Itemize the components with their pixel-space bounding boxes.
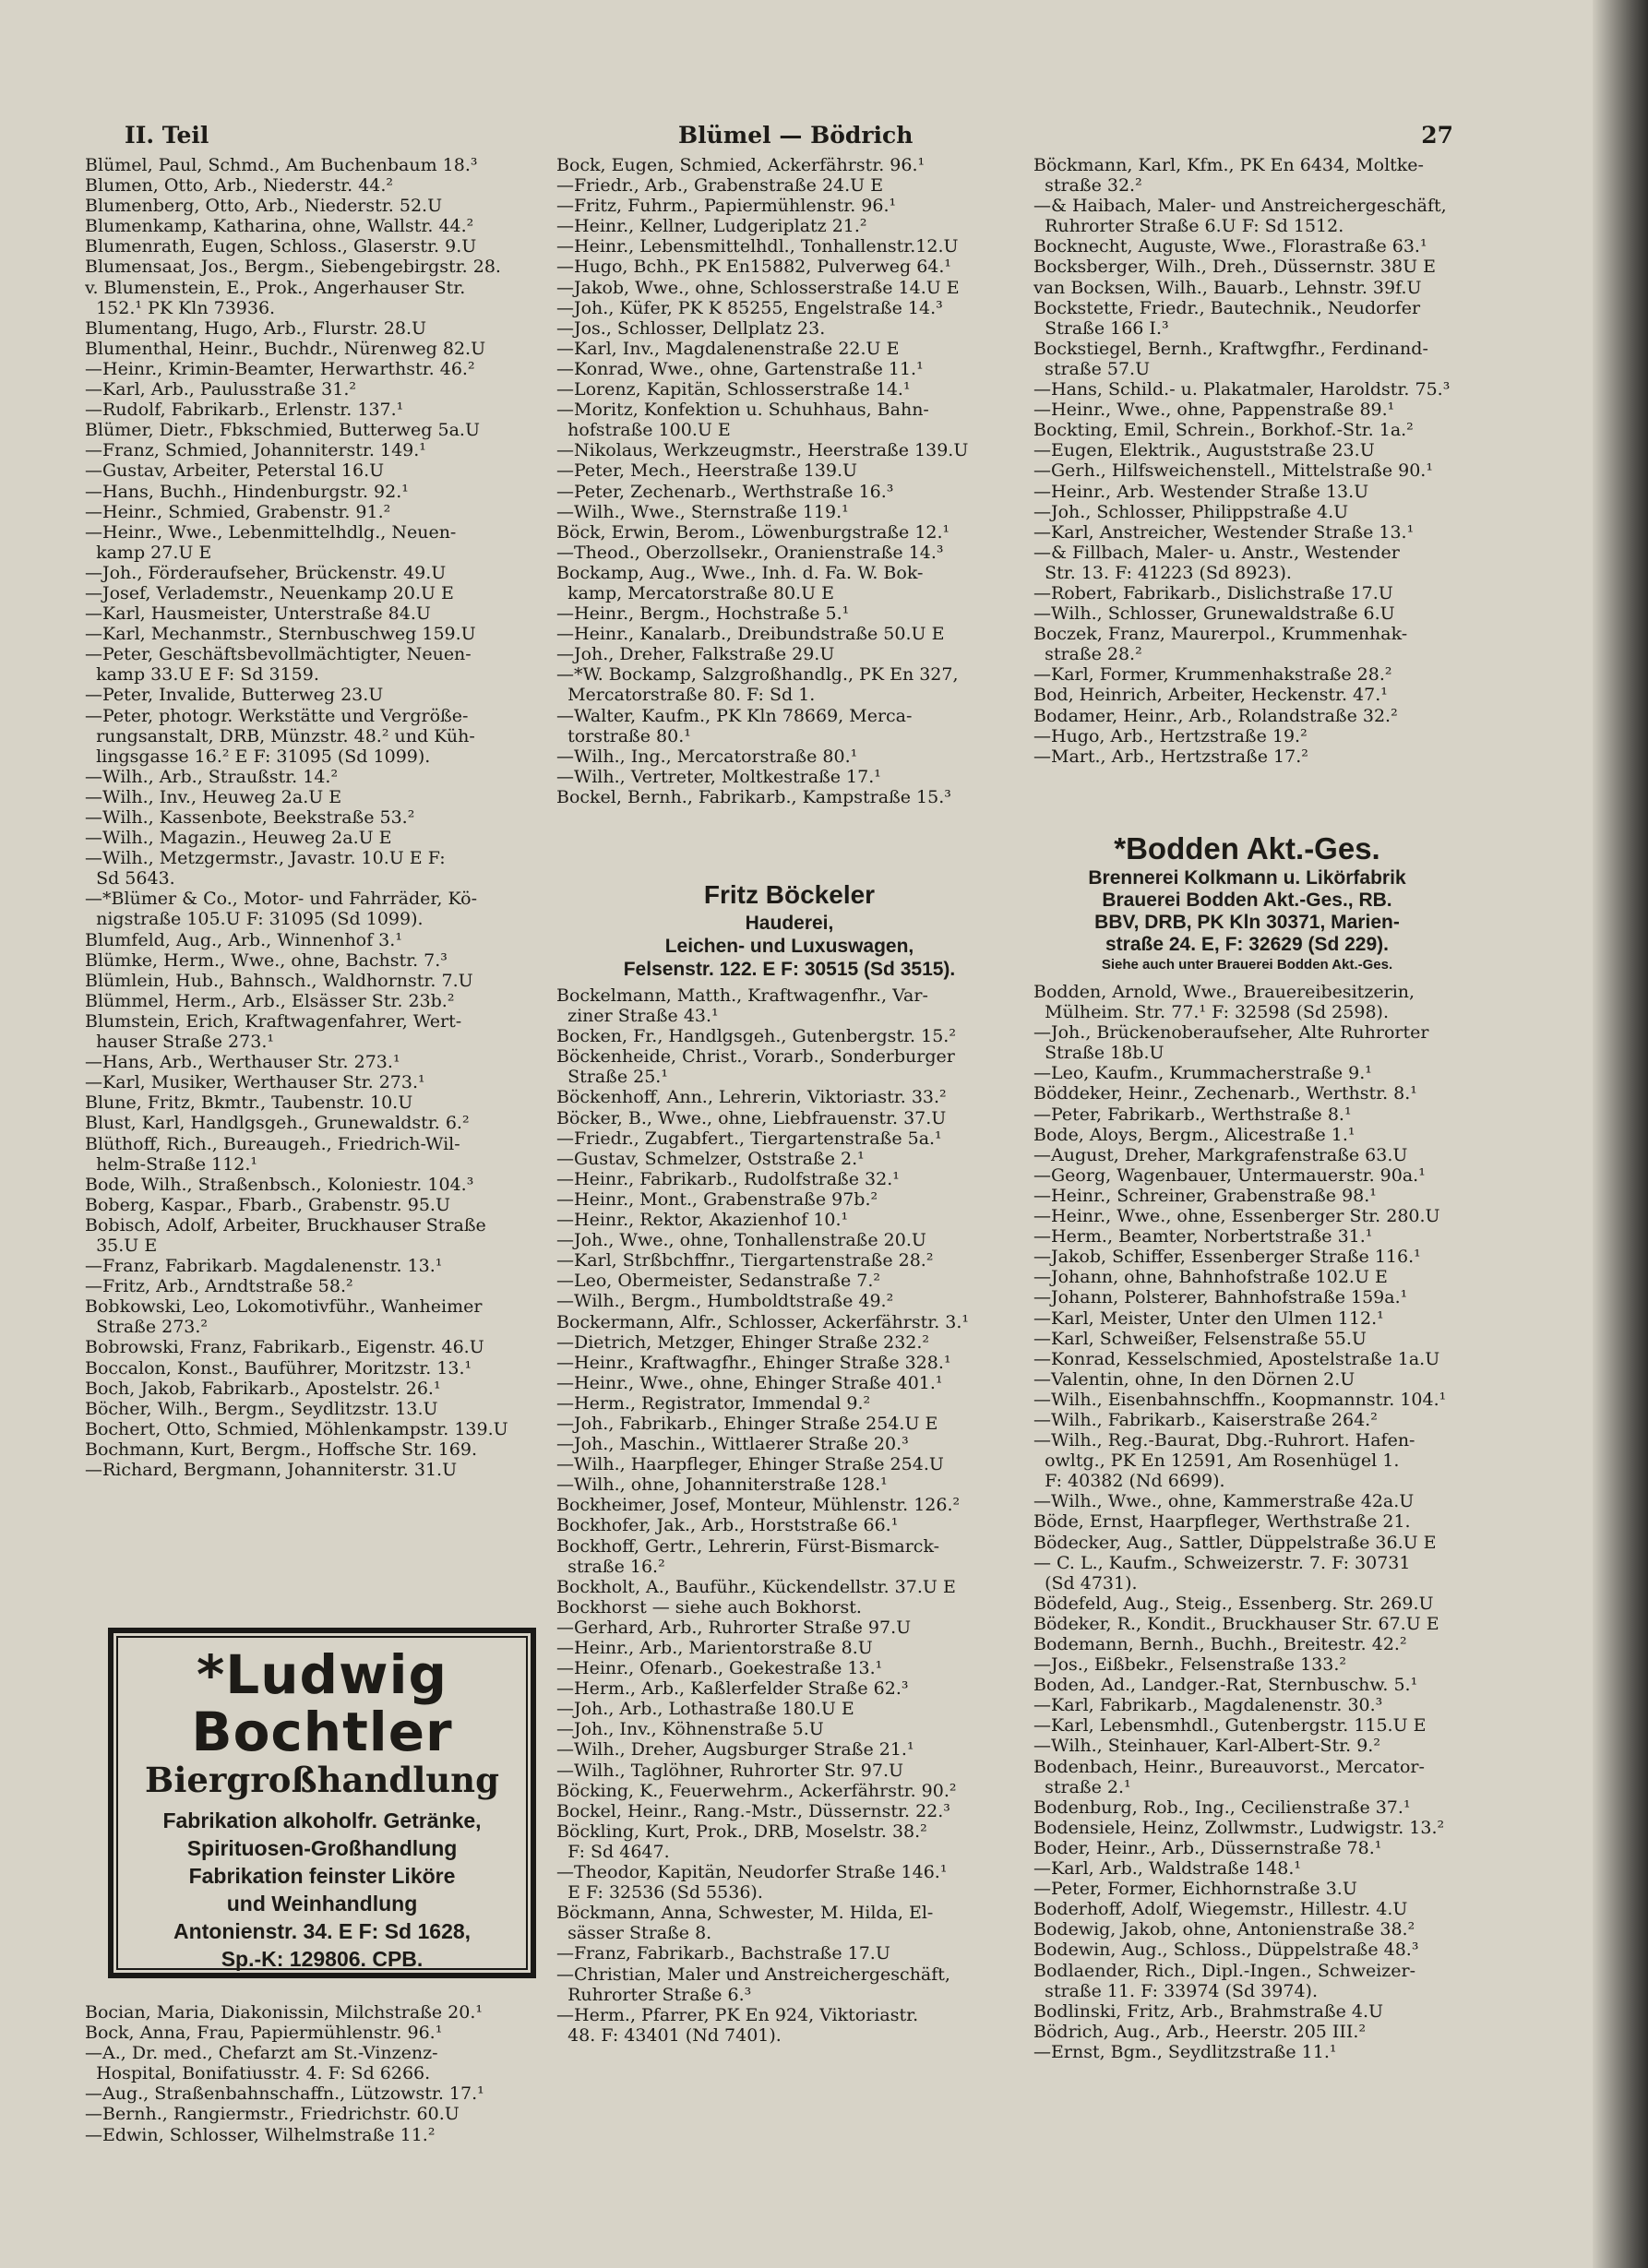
column-2-top [556,155,1022,875]
directory-entry-line: Bodewig, Jakob, ohne, Antonienstraße 38.² [1033,1919,1415,1940]
directory-entry-line: Boccalon, Konst., Bauführer, Moritzstr. 13.¹ [85,1357,472,1379]
directory-entry-line: —Josef, Verlademstr., Neuenkamp 20.U E [85,582,454,603]
directory-entry-line: Bochert, Otto, Schmied, Möhlenkampstr. 139.U [85,1418,508,1439]
directory-entry-line: —Wilh., Magazin., Heuweg 2a.U E [85,828,392,849]
directory-entry-line: ziner Straße 43.¹ [556,1006,719,1027]
directory-entry-line: Str. 13. F: 41223 (Sd 8923). [1033,562,1292,583]
directory-entry-line: —Joh., Wwe., ohne, Tonhallenstraße 20.U [556,1230,926,1251]
directory-entry-line: straße 11. F: 33974 (Sd 3974). [1033,1980,1318,2001]
directory-entry-line: —*W. Bockamp, Salzgroßhandlg., PK En 327, [556,664,959,686]
ad-bochtler-business: Biergroßhandlung [145,1760,499,1800]
directory-entry-line: Bockstiegel, Bernh., Kraftwgfhr., Ferdinand- [1033,338,1428,359]
directory-entry-line: Hospital, Bonifatiusstr. 4. F: Sd 6266. [85,2063,431,2084]
directory-entry-line: —Heinr., Kellner, Ludgeriplatz 21.² [556,216,867,237]
directory-entry-line: —Heinr., Rektor, Akazienhof 10.¹ [556,1210,849,1231]
directory-entry-line: 48. F: 43401 (Nd 7401). [556,2024,782,2046]
directory-entry-line: —Peter, Mech., Heerstraße 139.U [556,460,858,482]
directory-entry-line: Blust, Karl, Handlgsgeh., Grunewaldstr. 6.² [85,1113,470,1134]
directory-entry-line: Bödefeld, Aug., Steig., Essenberg. Str. 269.U [1033,1593,1434,1614]
directory-entry-line: —& Fillbach, Maler- u. Anstr., Westender [1033,542,1400,563]
directory-entry-line: Ruhrorter Straße 6.U F: Sd 1512. [1033,216,1344,237]
directory-entry-line: —Wilh., Fabrikarb., Kaiserstraße 264.² [1033,1409,1378,1430]
directory-entry-line: —Peter, Fabrikarb., Werthstraße 8.¹ [1033,1104,1352,1125]
ad-bochtler-name: *Ludwig Bochtler [191,1643,453,1763]
directory-entry-line: —Hans, Arb., Werthauser Str. 273.¹ [85,1052,400,1073]
column-3-bottom [1033,982,1453,2190]
directory-entry-line: Böckenheide, Christ., Vorarb., Sonderburger [556,1046,955,1068]
directory-entry-line: Bobisch, Adolf, Arbeiter, Bruckhauser Straße [85,1214,486,1235]
ad-bochtler-line: Sp.-K: 129806. CPB. [221,1947,424,1971]
directory-entry-line: straße 2.¹ [1033,1776,1131,1797]
ad-boeckeler-name: Fritz Böckeler [703,880,876,909]
directory-entry-line: Boder, Heinr., Arb., Düssernstraße 78.¹ [1033,1837,1382,1858]
directory-entry-line: — C. L., Kaufm., Schweizerstr. 7. F: 30731 [1033,1552,1411,1573]
directory-entry-line: Bockhofer, Jak., Arb., Horststraße 66.¹ [556,1515,899,1536]
directory-entry-line: Böcker, B., Wwe., ohne, Liebfrauenstr. 37.U [556,1107,947,1128]
directory-entry-line: —Johann, ohne, Bahnhofstraße 102.U E [1033,1267,1388,1288]
directory-entry-line: —Theod., Oberzollsekr., Oranienstraße 14.³ [556,542,944,563]
directory-entry-line: —Gustav, Schmelzer, Oststraße 2.¹ [556,1148,865,1169]
directory-entry-line: Bocken, Fr., Handlgsgeh., Gutenbergstr. 15.² [556,1026,956,1047]
directory-entry-line: Bockel, Bernh., Fabrikarb., Kampstraße 15.³ [556,786,951,807]
directory-entry-line: —Gerh., Hilfsweichenstell., Mittelstraße 90.¹ [1033,460,1433,482]
directory-entry-line: —Heinr., Arb., Marientorstraße 8.U [556,1638,873,1658]
directory-entry-line: —Fritz, Arb., Arndtstraße 58.² [85,1276,353,1297]
directory-entry-line: —Karl, Former, Krummenhakstraße 28.² [1033,664,1392,686]
directory-entry-line: Bodlinski, Fritz, Arb., Brahmstraße 4.U [1033,2000,1384,2022]
directory-entry-line: Bockermann, Alfr., Schlosser, Ackerfährstr. 3.¹ [556,1311,970,1332]
directory-entry-line: —Wilh., Arb., Straußstr. 14.² [85,766,339,787]
directory-entry-line: —& Haibach, Maler- und Anstreichergeschäft, [1033,196,1447,217]
directory-entry-line: F: 40382 (Nd 6699). [1033,1471,1225,1492]
directory-entry-line: —Wilh., Eisenbahnschffn., Koopmannstr. 104.¹ [1033,1389,1447,1410]
directory-entry-line: —Robert, Fabrikarb., Dislichstraße 17.U [1033,582,1393,603]
directory-entry-line: —Ernst, Bgm., Seydlitzstraße 11.¹ [1033,2041,1337,2062]
ad-boeckeler-line: Leichen- und Luxuswagen, [664,936,914,957]
directory-entry-line: Blümel, Paul, Schmd., Am Buchenbaum 18.³ [85,155,478,175]
directory-entry-line: —Herm., Pfarrer, PK En 924, Viktoriastr. [556,2004,919,2025]
directory-entry-line: —Peter, Invalide, Butterweg 23.U [85,685,384,706]
directory-entry-line: —Hugo, Bchh., PK En15882, Pulverweg 64.¹ [556,257,952,278]
directory-entry-line: —Karl, Anstreicher, Westender Straße 13.¹ [1033,521,1415,543]
directory-entry-line: Boderhoff, Adolf, Wiegemstr., Hillestr. 4.U [1033,1899,1408,1920]
directory-entry-line: —Jos., Eißbekr., Felsenstraße 133.² [1033,1654,1346,1676]
directory-entry-line: —Karl, Mechanmstr., Sternbuschweg 159.U [85,624,476,645]
directory-entry-line: Blumstein, Erich, Kraftwagenfahrer, Wert- [85,1010,462,1032]
directory-entry-line: —Wilh., Haarpfleger, Ehinger Straße 254.U [556,1454,944,1475]
directory-entry-line: —Herm., Registrator, Immendal 9.² [556,1392,871,1414]
directory-entry-line: —Friedr., Arb., Grabenstraße 24.U E [556,175,884,197]
directory-entry-line: Blumenthal, Heinr., Buchdr., Nürenweg 82.U [85,338,486,359]
directory-entry-line: —Heinr., Kanalarb., Dreibundstraße 50.U E [556,624,945,645]
directory-entry-line: —Heinr., Ofenarb., Goekestraße 13.¹ [556,1658,883,1679]
directory-entry-line: —Jos., Schlosser, Dellplatz 23. [556,317,826,339]
directory-entry-line: Blümlein, Hub., Bahnsch., Waldhornstr. 7.U [85,970,473,991]
directory-entry-line: —Hans, Schild.- u. Plakatmaler, Haroldstr. 75.³ [1033,379,1451,400]
directory-entry-line: Blumenkamp, Katharina, ohne, Wallstr. 44.² [85,216,474,237]
directory-entry-line: Blumensaat, Jos., Bergm., Siebengebirgstr. 28. [85,257,501,278]
directory-entry-line: —Joh., Inv., Köhnenstraße 5.U [556,1719,824,1740]
directory-entry-line: hofstraße 100.U E [556,420,731,441]
directory-entry-line: —Franz, Fabrikarb. Magdalenenstr. 13.¹ [85,1256,443,1277]
directory-entry-line: Bockholt, A., Bauführ., Kückendellstr. 37.U E [556,1576,956,1597]
directory-entry-line: —A., Dr. med., Chefarzt am St.-Vinzenz- [85,2043,438,2064]
directory-entry-line: —Walter, Kaufm., PK Kln 78669, Merca- [556,705,913,726]
directory-entry-line: Blüthoff, Rich., Bureaugeh., Friedrich-Wil- [85,1133,460,1154]
directory-entry-line: —Wilh., Wwe., Sternstraße 119.¹ [556,501,849,522]
directory-entry-line: Böckmann, Anna, Schwester, M. Hilda, El- [556,1903,934,1924]
directory-entry-line: Böddeker, Heinr., Zechenarb., Werthstr. 8.¹ [1033,1083,1417,1104]
directory-entry-line: Bochmann, Kurt, Bergm., Hoffsche Str. 169. [85,1438,478,1460]
ad-bochtler-line: Antonienstr. 34. E F: Sd 1628, [173,1919,472,1943]
column-1-top [85,155,548,1613]
ad-bodden-name: *Bodden Akt.-Ges. [1114,831,1380,865]
directory-entry-line: kamp 33.U E F: Sd 3159. [85,664,319,686]
directory-entry-line: —Heinr., Wwe., Lebenmittelhdlg., Neuen- [85,521,457,543]
directory-entry-line: —Wilh., Metzgermstr., Javastr. 10.U E F: [85,848,446,869]
directory-entry-line: rungsanstalt, DRB, Münzstr. 48.² und Küh- [85,725,475,746]
ad-boeckeler-line: Felsenstr. 122. E F: 30515 (Sd 3515). [623,959,956,980]
directory-entry-line: Bockstette, Friedr., Bautechnik., Neudorfer [1033,297,1421,318]
directory-entry-line: —Heinr., Lebensmittelhdl., Tonhallenstr.12.U [556,236,959,257]
directory-entry-line: —Joh., Maschin., Wittlaerer Straße 20.³ [556,1434,909,1455]
directory-entry-line: —Friedr., Zugabfert., Tiergartenstraße 5a.¹ [556,1128,942,1149]
directory-entry-line: Bockheimer, Josef, Monteur, Mühlenstr. 126.² [556,1495,961,1516]
directory-entry-line: —Fritz, Fuhrm., Papiermühlenstr. 96.¹ [556,196,897,217]
directory-entry-line: Mercatorstraße 80. F: Sd 1. [556,685,816,706]
directory-entry-line: Straße 273.² [85,1317,209,1338]
ad-fritz-boeckeler [556,878,1022,981]
directory-entry-line: Bocksberger, Wilh., Dreh., Düssernstr. 38U E [1033,257,1436,278]
ad-ludwig-bochtler [108,1628,536,1978]
directory-entry-line: —Jakob, Wwe., ohne, Schlosserstraße 14.U E [556,277,960,298]
directory-entry-line: —Karl, Schweißer, Felsenstraße 55.U [1033,1328,1367,1349]
ad-bochtler-line: Spirituosen-Großhandlung [186,1836,458,1860]
ad-bochtler-line: Fabrikation alkoholfr. Getränke, [162,1808,482,1832]
directory-entry-line: —Wilh., Inv., Heuweg 2a.U E [85,786,342,807]
directory-entry-line: —Joh., Arb., Lothastraße 180.U E [556,1699,854,1720]
directory-entry-line: van Bocksen, Wilh., Bauarb., Lehnstr. 39f.U [1033,277,1422,298]
directory-entry-line: hauser Straße 273.¹ [85,1032,274,1053]
directory-entry-line: Straße 25.¹ [556,1067,668,1088]
directory-entry-line: —Heinr., Wwe., ohne, Essenberger Str. 280.U [1033,1206,1440,1227]
directory-entry-line: —Konrad, Kesselschmied, Apostelstraße 1a.U [1033,1348,1440,1369]
directory-entry-line: —Heinr., Schmied, Grabenstr. 91.² [85,501,391,522]
directory-entry-line: —Karl, Arb., Paulusstraße 31.² [85,379,357,400]
directory-entry-line: Böde, Ernst, Haarpfleger, Werthstraße 21. [1033,1511,1411,1533]
directory-entry-line: helm-Straße 112.¹ [85,1153,258,1175]
directory-entry-line: —Wilh., ohne, Johanniterstraße 128.¹ [556,1474,888,1496]
directory-entry-line: —Joh., Fabrikarb., Ehinger Straße 254.U E [556,1413,938,1434]
directory-entry-line: —Aug., Straßenbahnschaffn., Lützowstr. 17.¹ [85,2083,484,2105]
directory-entry-line: —Gustav, Arbeiter, Peterstal 16.U [85,460,385,482]
ad-bodden-line: Brauerei Bodden Akt.-Ges., RB. [1102,889,1392,911]
directory-entry-line: —Moritz, Konfektion u. Schuhhaus, Bahn- [556,400,929,421]
directory-entry-line: F: Sd 4647. [556,1841,670,1862]
directory-entry-line: —Johann, Polsterer, Bahnhofstraße 159a.¹ [1033,1287,1408,1308]
directory-entry-line: —Heinr., Wwe., ohne, Pappenstraße 89.¹ [1033,400,1395,421]
directory-entry-line: —Karl, Lebensmhdl., Gutenbergstr. 115.U E [1033,1715,1427,1737]
directory-entry-line: Blumentang, Hugo, Arb., Flurstr. 28.U [85,317,427,339]
directory-entry-line: Boden, Ad., Landger.-Rat, Sternbuschw. 5.¹ [1033,1675,1418,1696]
directory-entry-line: —August, Dreher, Markgrafenstraße 63.U [1033,1144,1408,1165]
directory-entry-line: Straße 166 I.³ [1033,317,1169,339]
directory-entry-line: —Karl, Musiker, Werthauser Str. 273.¹ [85,1072,425,1093]
directory-entry-line: —Wilh., Reg.-Baurat, Dbg.-Ruhrort. Hafen- [1033,1430,1415,1451]
ad-bochtler-line: Fabrikation feinster Liköre [188,1864,456,1888]
directory-entry-line: —Franz, Schmied, Johanniterstr. 149.¹ [85,440,426,461]
directory-entry-line: Blümmel, Herm., Arb., Elsässer Str. 23b.² [85,990,455,1011]
directory-entry-line: —Heinr., Wwe., ohne, Ehinger Straße 401.¹ [556,1372,943,1393]
directory-entry-line: Bodensiele, Heinz, Zollwmstr., Ludwigstr. 13.² [1033,1817,1445,1838]
directory-entry-line: nigstraße 105.U F: 31095 (Sd 1099). [85,909,424,930]
directory-entry-line: Böckmann, Karl, Kfm., PK En 6434, Moltke- [1033,155,1424,175]
directory-entry-line: (Sd 4731). [1033,1572,1138,1594]
directory-entry-line: Ruhrorter Straße 6.³ [556,1984,752,2005]
directory-entry-line: Bobrowski, Franz, Fabrikarb., Eigenstr. 46.U [85,1337,484,1358]
directory-entry-line: —Peter, Former, Eichhornstraße 3.U [1033,1879,1357,1900]
directory-entry-line: Bocknecht, Auguste, Wwe., Florastraße 63.¹ [1033,236,1427,257]
directory-entry-line: Blümke, Herm., Wwe., ohne, Bachstr. 7.³ [85,949,448,971]
directory-entry-line: kamp, Mercatorstraße 80.U E [556,582,835,603]
ad-bodden-line: Brennerei Kolkmann u. Likörfabrik [1088,867,1406,889]
ad-bodden-note: Siehe auch unter Brauerei Bodden Akt.-Ges. [1101,957,1393,973]
directory-entry-line: —Karl, Inv., Magdalenenstraße 22.U E [556,338,900,359]
directory-entry-line: Bobkowski, Leo, Lokomotivführ., Wanheimer [85,1296,483,1318]
directory-entry-line: —Peter, Geschäftsbevollmächtigter, Neuen- [85,644,472,665]
directory-entry-line: —Edwin, Schlosser, Wilhelmstraße 11.² [85,2124,436,2145]
directory-entry-line: —Richard, Bergmann, Johanniterstr. 31.U [85,1460,458,1480]
directory-entry-line: Blümer, Dietr., Fbkschmied, Butterweg 5a.U [85,420,480,441]
directory-entry-line: —Dietrich, Metzger, Ehinger Straße 232.² [556,1331,930,1353]
directory-entry-line: Blune, Fritz, Bkmtr., Taubenstr. 10.U [85,1092,413,1114]
directory-entry-line: —Wilh., Schlosser, Grunewaldstraße 6.U [1033,603,1395,625]
directory-entry-line: Böck, Erwin, Berom., Löwenburgstraße 12.¹ [556,521,950,543]
directory-entry-line: straße 32.² [1033,175,1142,197]
directory-entry-line: Bockamp, Aug., Wwe., Inh. d. Fa. W. Bok- [556,562,924,583]
column-2-bottom [556,985,1022,2185]
ad-bodden [1037,830,1457,974]
directory-entry-line: Boczek, Franz, Maurerpol., Krummenhak- [1033,624,1408,645]
directory-entry-line: —Gerhard, Arb., Ruhrorter Straße 97.U [556,1617,912,1638]
ad-bodden-line: BBV, DRB, PK Kln 30371, Marien- [1094,912,1400,933]
directory-entry-line: Bock, Eugen, Schmied, Ackerfährstr. 96.¹ [556,155,926,175]
directory-entry-line: —Heinr., Schreiner, Grabenstraße 98.¹ [1033,1185,1377,1206]
directory-entry-line: —Joh., Dreher, Falkstraße 29.U [556,644,835,665]
directory-entry-line: —Bernh., Rangiermstr., Friedrichstr. 60.U [85,2104,460,2125]
directory-entry-line: —Wilh., Wwe., ohne, Kammerstraße 42a.U [1033,1491,1415,1512]
directory-entry-line: lingsgasse 16.² E F: 31095 (Sd 1099). [85,746,431,767]
column-1-bottom [85,2002,548,2187]
directory-entry-line: —Wilh., Dreher, Augsburger Straße 21.¹ [556,1739,914,1761]
directory-entry-line: owltg., PK En 12591, Am Rosenhügel 1. [1033,1450,1400,1472]
directory-entry-line: Bodlaender, Rich., Dipl.-Ingen., Schweizer- [1033,1960,1416,1981]
directory-entry-line: —Georg, Wagenbauer, Untermauerstr. 90a.¹ [1033,1164,1426,1186]
directory-entry-line: —Wilh., Kassenbote, Beekstraße 53.² [85,807,415,828]
directory-entry-line: Blumen, Otto, Arb., Niederstr. 44.² [85,175,394,197]
directory-entry-line: —*Blümer & Co., Motor- und Fahrräder, Kö- [85,889,478,910]
directory-entry-line: —Nikolaus, Werkzeugmstr., Heerstraße 139.U [556,440,969,461]
directory-entry-line: Böckling, Kurt, Prok., DRB, Moselstr. 38.² [556,1820,927,1842]
directory-entry-line: Böcking, K., Feuerwehrm., Ackerfährstr. 90.² [556,1780,957,1801]
directory-entry-line: —Joh., Brückenoberaufseher, Alte Ruhrorter [1033,1022,1429,1044]
page-number: 27 [1421,122,1453,149]
directory-entry-line: Bockelmann, Matth., Kraftwagenfhr., Var- [556,985,928,1006]
directory-entry-line: Bockting, Emil, Schrein., Borkhof.-Str. 1a.² [1033,420,1414,441]
directory-entry-line: —Mart., Arb., Hertzstraße 17.² [1033,746,1308,767]
ad-bodden-line: straße 24. E, F: 32629 (Sd 229). [1105,934,1389,955]
directory-entry-line: —Joh., Küfer, PK K 85255, Engelstraße 14.³ [556,297,943,318]
directory-entry-line: straße 16.² [556,1556,665,1577]
directory-entry-line: —Franz, Fabrikarb., Bachstraße 17.U [556,1943,890,1964]
directory-entry-line: 35.U E [85,1235,158,1256]
directory-entry-line: Bodewin, Aug., Schloss., Düppelstraße 48.³ [1033,1940,1419,1961]
directory-entry-line: Mülheim. Str. 77.¹ F: 32598 (Sd 2598). [1033,1002,1389,1023]
directory-entry-line: Bockhorst — siehe auch Bokhorst. [556,1596,862,1617]
directory-entry-line: —Herm., Beamter, Norbertstraße 31.¹ [1033,1226,1373,1247]
directory-entry-line: Bodamer, Heinr., Arb., Rolandstraße 32.² [1033,705,1398,726]
part-label: II. Teil [125,122,209,149]
directory-entry-line: Bocian, Maria, Diakonissin, Milchstraße 20.¹ [85,2002,483,2023]
scan-edge [1593,0,1648,2268]
directory-entry-line: —Herm., Arb., Kaßlerfelder Straße 62.³ [556,1678,909,1700]
directory-entry-line: —Peter, photogr. Werkstätte und Vergröße- [85,705,469,726]
column-3-top [1033,155,1453,829]
directory-entry-line: Bockel, Heinr., Rang.-Mstr., Düssernstr. 22.³ [556,1800,950,1821]
directory-entry-line: —Karl, Fabrikarb., Magdalenenstr. 30.³ [1033,1695,1383,1716]
directory-entry-line: Böcher, Wilh., Bergm., Seydlitzstr. 13.U [85,1398,438,1419]
directory-entry-line: kamp 27.U E [85,542,212,563]
directory-entry-line: —Leo, Obermeister, Sedanstraße 7.² [556,1271,880,1292]
directory-entry-line: Bodenbach, Heinr., Bureauvorst., Mercator- [1033,1756,1425,1777]
directory-entry-line: —Joh., Förderaufseher, Brückenstr. 49.U [85,562,447,583]
directory-entry-line: —Peter, Zechenarb., Werthstraße 16.³ [556,481,894,502]
directory-entry-line: Straße 18b.U [1033,1043,1164,1064]
directory-entry-line: —Heinr., Mont., Grabenstraße 97b.² [556,1188,878,1210]
directory-entry-line: Boberg, Kaspar., Fbarb., Grabenstr. 95.U [85,1194,450,1215]
directory-entry-line: Bock, Anna, Frau, Papiermühlenstr. 96.¹ [85,2023,443,2044]
directory-entry-line: Blumenrath, Eugen, Schloss., Glaserstr. 9.U [85,236,477,257]
directory-entry-line: Sd 5643. [85,868,175,889]
directory-entry-line: —Valentin, ohne, In den Dörnen 2.U [1033,1368,1355,1390]
directory-entry-line: —Eugen, Elektrik., Auguststraße 23.U [1033,440,1375,461]
directory-entry-line: —Joh., Schlosser, Philippstraße 4.U [1033,501,1349,522]
directory-entry-line: —Konrad, Wwe., ohne, Gartenstraße 11.¹ [556,358,924,379]
directory-entry-line: —Wilh., Steinhauer, Karl-Albert-Str. 9.² [1033,1736,1380,1757]
directory-entry-line: straße 57.U [1033,358,1151,379]
directory-entry-line: E F: 32536 (Sd 5536). [556,1882,763,1904]
directory-entry-line: —Jakob, Schiffer, Essenberger Straße 116.¹ [1033,1247,1421,1268]
ad-bochtler-line: und Weinhandlung [226,1892,418,1916]
directory-entry-line: Bodemann, Bernh., Buchh., Breitestr. 42.² [1033,1634,1407,1654]
directory-entry-line: —Heinr., Kraftwagfhr., Ehinger Straße 328.¹ [556,1352,951,1373]
directory-entry-line: —Wilh., Taglöhner, Ruhrorter Str. 97.U [556,1760,904,1781]
directory-entry-line: —Karl, Hausmeister, Unterstraße 84.U [85,603,431,625]
directory-entry-line: Böckenhoff, Ann., Lehrerin, Viktoriastr. 33.² [556,1087,947,1108]
directory-entry-line: Bodenburg, Rob., Ing., Cecilienstraße 37.¹ [1033,1796,1411,1818]
directory-entry-line: —Christian, Maler und Anstreichergeschäft, [556,1964,950,1985]
directory-entry-line: 152.¹ PK Kln 73936. [85,297,276,318]
directory-entry-line: —Wilh., Vertreter, Moltkestraße 17.¹ [556,766,881,787]
directory-entry-line: Bodden, Arnold, Wwe., Brauereibesitzerin, [1033,982,1415,1002]
directory-entry-line: —Leo, Kaufm., Krummacherstraße 9.¹ [1033,1063,1372,1084]
directory-entry-line: Bode, Aloys, Bergm., Alicestraße 1.¹ [1033,1124,1355,1145]
directory-entry-line: Bockhoff, Gertr., Lehrerin, Fürst-Bismarck- [556,1535,940,1557]
directory-entry-line: —Heinr., Krimin-Beamter, Herwarthstr. 46.² [85,358,475,379]
directory-entry-line: straße 28.² [1033,644,1142,665]
directory-entry-line: —Karl, Meister, Unter den Ulmen 112.¹ [1033,1307,1384,1329]
directory-entry-line: Bödecker, Aug., Sattler, Düppelstraße 36.U E [1033,1532,1437,1553]
directory-entry-line: —Wilh., Ing., Mercatorstraße 80.¹ [556,746,858,767]
directory-entry-line: —Hugo, Arb., Hertzstraße 19.² [1033,725,1308,746]
directory-entry-line: —Karl, Arb., Waldstraße 148.¹ [1033,1858,1301,1880]
directory-entry-line: —Rudolf, Fabrikarb., Erlenstr. 137.¹ [85,400,404,421]
directory-entry-line: Blumfeld, Aug., Arb., Winnenhof 3.¹ [85,929,402,950]
directory-entry-line: —Heinr., Fabrikarb., Rudolfstraße 32.¹ [556,1168,900,1189]
directory-entry-line: —Theodor, Kapitän, Neudorfer Straße 146.¹ [556,1862,948,1883]
directory-entry-line: —Heinr., Arb. Westender Straße 13.U [1033,481,1369,502]
directory-entry-line: Bödrich, Aug., Arb., Heerstr. 205 III.² [1033,2021,1367,2042]
directory-entry-line: sässer Straße 8. [556,1923,712,1944]
directory-entry-line: Bod, Heinrich, Arbeiter, Heckenstr. 47.¹ [1033,685,1388,706]
ad-boeckeler-line: Hauderei, [745,913,834,934]
directory-entry-line: —Lorenz, Kapitän, Schlosserstraße 14.¹ [556,379,911,400]
directory-entry-line: —Heinr., Bergm., Hochstraße 5.¹ [556,603,850,625]
directory-entry-line: Bödeker, R., Kondit., Bruckhauser Str. 67.U E [1033,1613,1439,1634]
directory-entry-line: v. Blumenstein, E., Prok., Angerhauser Str. [85,277,466,298]
directory-entry-line: —Hans, Buchh., Hindenburgstr. 92.¹ [85,481,409,502]
directory-entry-line: torstraße 80.¹ [556,725,691,746]
directory-entry-line: Boch, Jakob, Fabrikarb., Apostelstr. 26.¹ [85,1378,441,1399]
directory-entry-line: —Karl, Strßbchffnr., Tiergartenstraße 28.² [556,1250,934,1271]
directory-entry-line: —Wilh., Bergm., Humboldtstraße 49.² [556,1291,894,1312]
name-range: Blümel — Bödrich [678,122,914,149]
directory-entry-line: Blumenberg, Otto, Arb., Niederstr. 52.U [85,196,443,217]
directory-entry-line: Bode, Wilh., Straßenbsch., Koloniestr. 104.³ [85,1174,474,1195]
page-header [125,122,1453,159]
